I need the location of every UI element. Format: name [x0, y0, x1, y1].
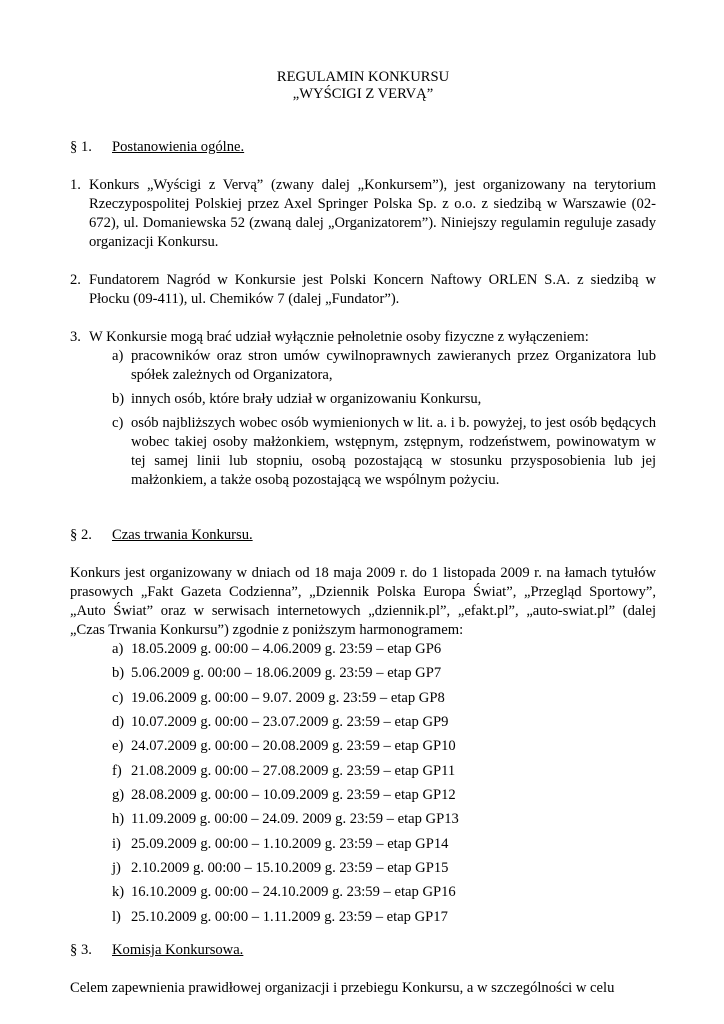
- section-2-intro: Konkurs jest organizowany w dniach od 18 maja 2009 r. do 1 listopada 2009 r. na łamach tytułów prasowych „Fakt Gazeta Codzienna”, „Dziennik Polska Europa Świat”, „Przegląd Sportowy”, „Auto Świat” oraz w serwisach internetowych „dziennik.pl”, „efakt.pl”, „auto-swiat.pl” (dalej „Czas Trwania Konkursu”) zgodnie z poniższym harmonogramem:: [70, 565, 656, 638]
- schedule-marker: k): [112, 884, 125, 901]
- schedule-marker: b): [112, 665, 125, 682]
- schedule-marker: g): [112, 787, 125, 804]
- schedule-text: 25.10.2009 g. 00:00 – 1.11.2009 g. 23:59 – etap GP17: [131, 908, 448, 925]
- schedule-text: 21.08.2009 g. 00:00 – 27.08.2009 g. 23:59 – etap GP11: [131, 762, 456, 779]
- schedule-item: [112, 908, 656, 927]
- schedule-item: [112, 859, 656, 878]
- section-2-heading: [70, 526, 656, 545]
- schedule-item: [112, 737, 656, 756]
- section-3-heading: [70, 941, 656, 960]
- schedule-item: [112, 835, 656, 854]
- schedule-text: 28.08.2009 g. 00:00 – 10.09.2009 g. 23:59 – etap GP12: [131, 787, 456, 804]
- schedule-marker: d): [112, 714, 125, 731]
- section-2-title: Czas trwania Konkursu.: [112, 527, 253, 543]
- item-marker: 3.: [70, 329, 81, 345]
- schedule-item: [112, 640, 656, 659]
- section-1-number: § 1.: [70, 139, 92, 155]
- subitem-marker: a): [112, 348, 124, 364]
- section-3-title: Komisja Konkursowa.: [112, 941, 244, 958]
- schedule-item: [112, 762, 656, 781]
- schedule-list: [70, 640, 656, 927]
- item-text: Fundatorem Nagród w Konkursie jest Polski Koncern Naftowy ORLEN S.A. z siedzibą w Płocku (09-411), ul. Chemików 7 (dalej „Fundator”).: [89, 272, 656, 307]
- section-3: [70, 941, 656, 998]
- section-3-number: § 3.: [70, 941, 92, 958]
- sublist-item-b: [112, 390, 656, 409]
- section-1-title: Postanowienia ogólne.: [112, 139, 245, 155]
- schedule-text: 18.05.2009 g. 00:00 – 4.06.2009 g. 23:59 – etap GP6: [131, 641, 442, 657]
- item-marker: 1.: [70, 177, 81, 193]
- schedule-text: 16.10.2009 g. 00:00 – 24.10.2009 g. 23:59 – etap GP16: [131, 884, 456, 901]
- section-1-item-1: [70, 176, 656, 252]
- section-1-item-2: [70, 271, 656, 309]
- schedule-item: [112, 810, 656, 829]
- section-2-number: § 2.: [70, 527, 92, 543]
- document-page: [70, 69, 656, 998]
- section-1: [70, 138, 656, 490]
- schedule-item: [112, 689, 656, 708]
- section-1-list: [70, 176, 656, 347]
- item-text: Konkurs „Wyścigi z Vervą” (zwany dalej „Konkursem”), jest organizowany na terytorium Rzeczypospolitej Polskiej przez Axel Springer Polska Sp. z o.o. z siedzibą w Warszawie (02-672), ul. Domaniewska 52 (zwaną dalej „Organizatorem”). Niniejszy regulamin reguluje zasady organizacji Konkursu.: [89, 177, 656, 250]
- schedule-text: 11.09.2009 g. 00:00 – 24.09. 2009 g. 23:59 – etap GP13: [131, 811, 459, 828]
- schedule-text: 25.09.2009 g. 00:00 – 1.10.2009 g. 23:59 – etap GP14: [131, 835, 449, 852]
- subitem-text: osób najbliższych wobec osób wymienionych w lit. a. i b. powyżej, to jest osób będących wobec takiej osoby małżonkiem, wstępnym, zstępnym, rodzeństwem, powinowatym w tej samej linii lub stopniu, osobą pozostającą w stosunku przysposobienia lub jej małżonkiem, a także osobą pozostającą we wspólnym pożyciu.: [131, 415, 656, 488]
- schedule-marker: j): [112, 860, 121, 877]
- item-text: W Konkursie mogą brać udział wyłącznie pełnoletnie osoby fizyczne z wyłączeniem:: [89, 329, 589, 345]
- schedule-item: [112, 786, 656, 805]
- section-3-intro: Celem zapewnienia prawidłowej organizacji i przebiegu Konkursu, a w szczególności w celu: [70, 979, 615, 996]
- schedule-marker: f): [112, 762, 122, 779]
- schedule-item: [112, 713, 656, 732]
- schedule-text: 10.07.2009 g. 00:00 – 23.07.2009 g. 23:59 – etap GP9: [131, 714, 449, 731]
- sublist-item-a: [112, 347, 656, 385]
- subitem-marker: c): [112, 415, 124, 431]
- subitem-text: pracowników oraz stron umów cywilnoprawnych zawieranych przez Organizatora lub spółek zależnych od Organizatora,: [131, 348, 656, 383]
- schedule-text: 19.06.2009 g. 00:00 – 9.07. 2009 g. 23:59 – etap GP8: [131, 689, 445, 706]
- schedule-text: 2.10.2009 g. 00:00 – 15.10.2009 g. 23:59 – etap GP15: [131, 860, 449, 877]
- schedule-item: [112, 883, 656, 902]
- schedule-marker: l): [112, 908, 121, 925]
- subitem-marker: b): [112, 391, 125, 407]
- schedule-marker: i): [112, 835, 121, 852]
- section-1-heading: [70, 138, 656, 157]
- section-2: [70, 526, 656, 927]
- sublist-item-c: [112, 414, 656, 490]
- document-title-line-1: REGULAMIN KONKURSU: [276, 69, 450, 85]
- document-title-line-2: „WYŚCIGI Z VERVĄ”: [292, 86, 434, 102]
- schedule-text: 5.06.2009 g. 00:00 – 18.06.2009 g. 23:59 – etap GP7: [131, 665, 442, 682]
- schedule-marker: a): [112, 641, 124, 657]
- schedule-text: 24.07.2009 g. 00:00 – 20.08.2009 g. 23:59 – etap GP10: [131, 738, 456, 755]
- schedule-item: [112, 664, 656, 683]
- schedule-marker: c): [112, 689, 124, 706]
- item-marker: 2.: [70, 272, 81, 288]
- section-1-item-3-sublist: [70, 347, 656, 490]
- section-1-item-3: [70, 328, 656, 347]
- schedule-marker: h): [112, 811, 125, 828]
- subitem-text: innych osób, które brały udział w organizowaniu Konkursu,: [131, 391, 482, 407]
- schedule-marker: e): [112, 738, 124, 755]
